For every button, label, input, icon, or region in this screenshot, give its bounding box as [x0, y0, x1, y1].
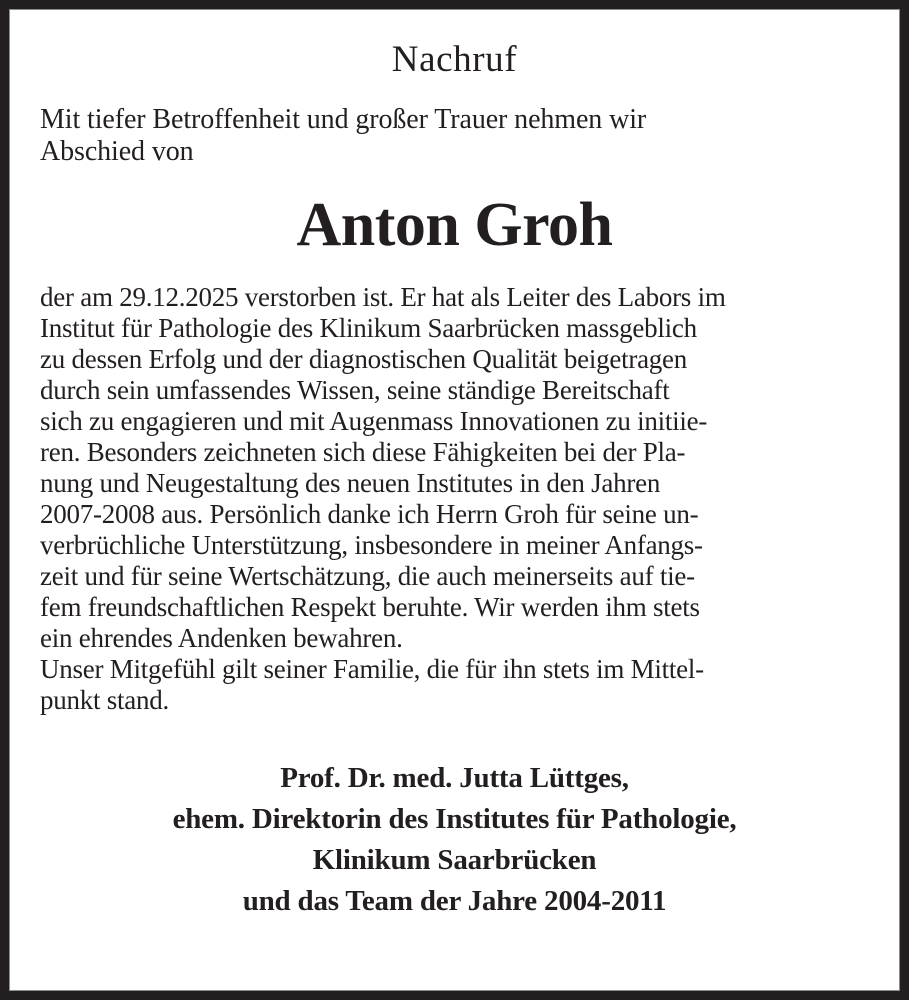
body-line: verbrüchliche Unterstützung, insbesondere in meiner Anfangs- [40, 530, 703, 560]
body-line: zu dessen Erfolg und der diagnostischen Qualität beigetragen [40, 344, 688, 374]
body-line: Institut für Pathologie des Klinikum Saarbrücken massgeblich [40, 313, 697, 343]
intro-line: Mit tiefer Betroffenheit und großer Trauer nehmen wir [40, 104, 647, 135]
notice-content [10, 10, 899, 990]
body-line: durch sein umfassendes Wissen, seine ständige Bereitschaft [40, 375, 670, 405]
intro-paragraph [30, 104, 879, 168]
body-line: zeit und für seine Wertschätzung, die auch meinerseits auf tie- [40, 561, 695, 591]
signatory-team: und das Team der Jahre 2004-2011 [242, 885, 667, 917]
body-line: der am 29.12.2025 verstorben ist. Er hat als Leiter des Labors im [40, 282, 726, 312]
body-line: 2007-2008 aus. Persönlich danke ich Herrn Groh für seine un- [40, 499, 699, 529]
deceased-name: Anton Groh [296, 191, 613, 259]
body-line: Unser Mitgefühl gilt seiner Familie, die für ihn stets im Mittel- [40, 654, 704, 684]
notice-paper [9, 9, 900, 991]
body-line: punkt stand. [40, 685, 169, 715]
body-line: ein ehrendes Andenken bewahren. [40, 623, 403, 653]
signature-block [30, 758, 879, 922]
signatory-institution: Klinikum Saarbrücken [312, 844, 597, 876]
page-title: Nachruf [391, 39, 518, 80]
body-line: fem freundschaftlichen Respekt beruhte. Wir werden ihm stets [40, 592, 700, 622]
body-line: ren. Besonders zeichneten sich diese Fähigkeiten bei der Pla- [40, 437, 686, 467]
body-line: sich zu engagieren und mit Augenmass Innovationen zu initiie- [40, 406, 708, 436]
signatory-name: Prof. Dr. med. Jutta Lüttges, [280, 762, 629, 794]
intro-line: Abschied von [40, 136, 194, 167]
body-paragraph [30, 282, 879, 716]
signatory-role: ehem. Direktorin des Institutes für Pathologie, [172, 803, 737, 835]
body-line: nung und Neugestaltung des neuen Institutes in den Jahren [40, 468, 661, 498]
